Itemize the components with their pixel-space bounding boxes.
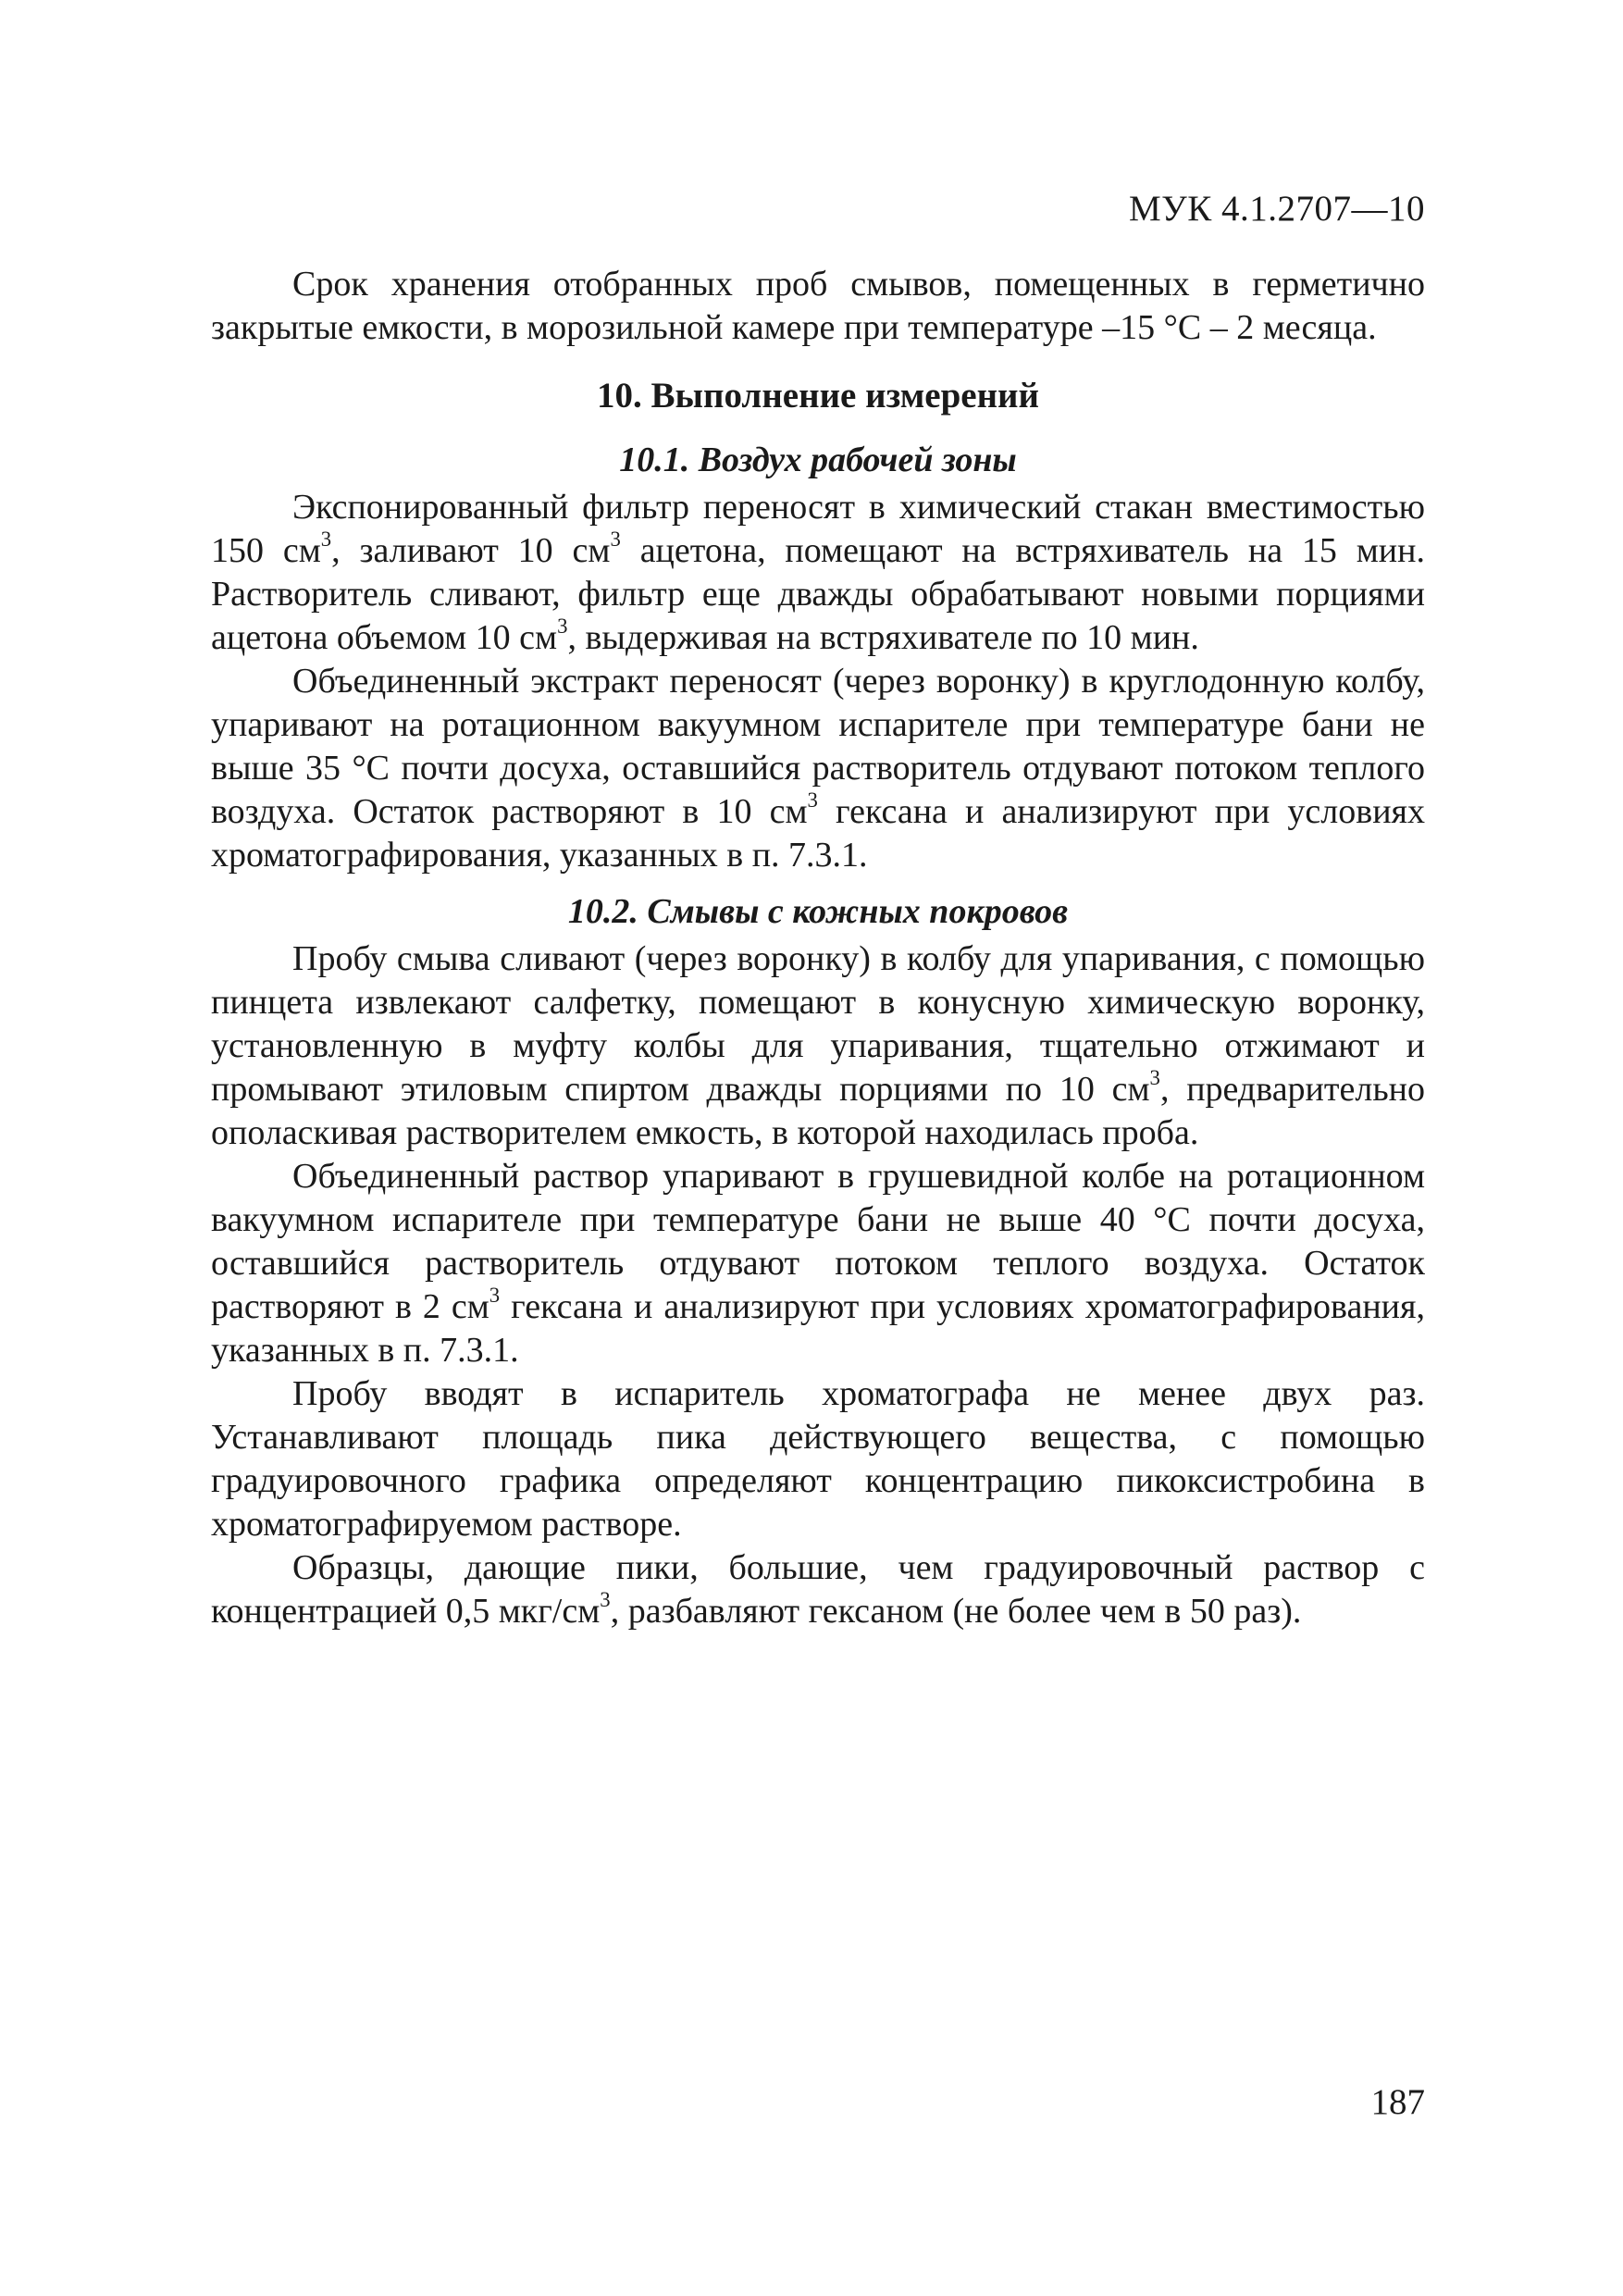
document-page xyxy=(211,176,1425,2249)
body-text xyxy=(211,263,1425,1633)
superscript-cubic: 3 xyxy=(1149,1065,1160,1089)
superscript-cubic: 3 xyxy=(807,788,818,812)
superscript-cubic: 3 xyxy=(557,614,568,638)
superscript-cubic: 3 xyxy=(489,1283,501,1307)
document-code-header: МУК 4.1.2707—10 xyxy=(1128,189,1425,229)
subsection-title-skin-washes: 10.2. Смывы с кожных покровов xyxy=(567,892,1069,931)
paragraph-filter-extraction: Экспонированный фильтр переносят в химический стакан вместимостью 150 $см^3$, заливают 10 $см^3$ ацетона, помещают на встряхиватель на 15 мин. Растворитель сливают, фильтр еще дважды обрабатывают новыми порциями ацетона объемом 10 $см^3$, выдерживая на встряхивателе по 10 мин. xyxy=(211,488,1425,657)
superscript-cubic: 3 xyxy=(600,1587,611,1611)
page-number: 187 xyxy=(1370,2082,1425,2122)
paragraph-injection: Пробу вводят в испаритель хроматографа не менее двух раз. Устанавливают площадь пика действующего вещества, с помощью градуировочного графика определяют концентрацию пикоксистробина в хроматографируемом растворе. xyxy=(211,1374,1425,1544)
superscript-cubic: 3 xyxy=(610,527,621,551)
paragraph-dilution: Образцы, дающие пики, большие, чем градуировочный раствор с концентрацией 0,5 мкг/$см^3$, разбавляют гексаном (не более чем в 50 раз). xyxy=(211,1548,1425,1631)
paragraph-wash-sample: Пробу смыва сливают (через воронку) в колбу для упаривания, с помощью пинцета извлекают салфетку, помещают в конусную химическую воронку, установленную в муфту колбы для упаривания, тщательно отжимают и промывают этиловым спиртом дважды порциями по 10 $см^3$, предварительно ополаскивая растворителем емкость, в которой находилась проба. xyxy=(211,939,1425,1152)
section-title: 10. Выполнение измерений xyxy=(597,376,1039,416)
paragraph-combined-solution: Объединенный раствор упаривают в грушевидной колбе на ротационном вакуумном испарителе при температуре бани не выше 40 °С почти досуха, оставшийся растворитель отдувают потоком теплого воздуха. Остаток растворяют в 2 $см^3$ гексана и анализируют при условиях хроматографирования, указанных в п. 7.3.1. xyxy=(211,1157,1425,1370)
subsection-title-workplace-air: 10.1. Воздух рабочей зоны xyxy=(619,441,1017,479)
superscript-cubic: 3 xyxy=(320,527,332,551)
intro-paragraph: Срок хранения отобранных проб смывов, помещенных в герметично закрытые емкости, в морозильной камере при температуре –15 °С – 2 месяца. xyxy=(211,265,1425,347)
paragraph-combined-extract: Объединенный экстракт переносят (через воронку) в круглодонную колбу, упаривают на ротационном вакуумном испарителе при температуре бани не выше 35 °С почти досуха, оставшийся растворитель отдувают потоком теплого воздуха. Остаток растворяют в 10 $см^3$ гексана и анализируют при условиях хроматографирования, указанных в п. 7.3.1. xyxy=(211,662,1426,875)
